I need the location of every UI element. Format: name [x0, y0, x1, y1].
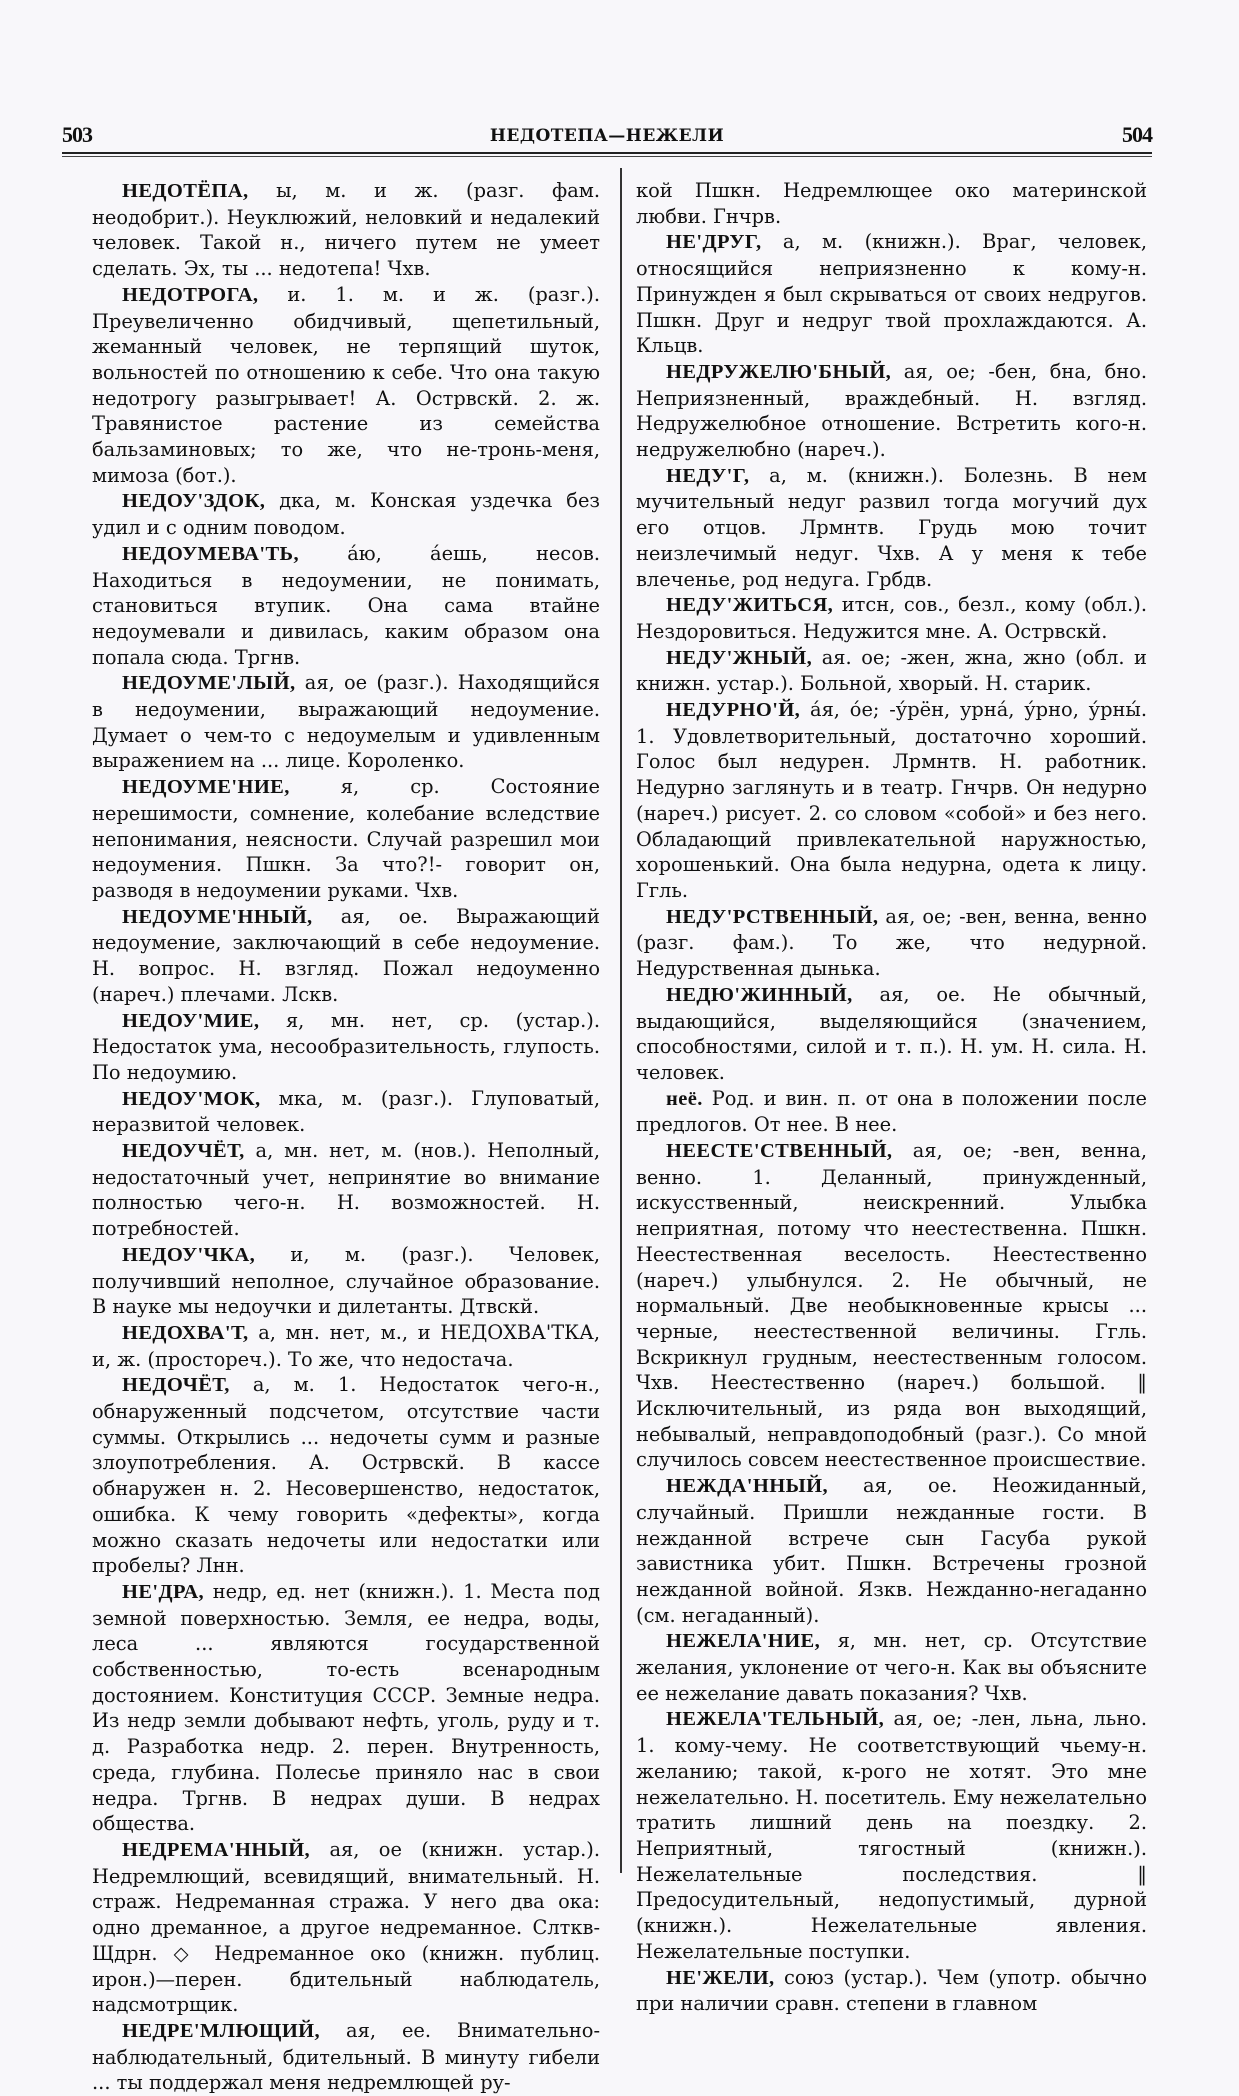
dictionary-entry [92, 1579, 600, 1837]
entry-headword: НЕДЮ'ЖИННЫЙ, [666, 983, 853, 1006]
dictionary-entry [636, 359, 1147, 463]
entry-headword: НЕДОУ'ЗДОК, [122, 490, 266, 513]
dictionary-entry [92, 1138, 600, 1242]
dictionary-entry [636, 229, 1147, 359]
entry-headword: НЕДРЕМА'ННЫЙ, [122, 1839, 311, 1861]
entry-headword: НЕДУРНО'Й, [666, 699, 801, 722]
entry-headword: НЕ'ДРУГ, [666, 231, 762, 254]
entry-headword: НЕДУ'ЖНЫЙ, [666, 646, 813, 669]
entry-headword: НЕДОУМЕВА'ТЬ, [122, 542, 300, 565]
entry-definition: я, ср. Состояние нерешимости, сомнение, колебание вследствие непонимания, неясности. Случай разрешил мои недоумения. Пшкн. За что?!- говорит он, разводя в недоумении руками. Чхв. [92, 775, 600, 902]
dictionary-entry [92, 904, 600, 1008]
entry-definition: и, м. (разг.). Человек, получивший неполное, случайное образование. В науке мы недоучки и дилетанты. Дтвскй. [92, 1242, 600, 1319]
entry-headword: НЕДУ'РСТВЕННЫЙ, [666, 905, 879, 928]
entry-headword: НЕДОХВА'Т, [122, 1321, 249, 1344]
entry-definition: недр, ед. нет (книжн.). 1. Места под земной поверхностью. Земля, ее недра, воды, леса ... являются государственной собственностью, то-есть всенародным достоянием. Конституция СССР. Земные недра. Из недр земли добывают нефть, уголь, руду и т. д. Разработка недр. 2. перен. Внутренность, среда, глубина. Полесье приняло нас в свои недра. Тргнв. В недрах души. В недрах общества. [92, 1579, 600, 1836]
dictionary-entry [92, 541, 600, 671]
entry-headword: НЕДОТРОГА, [122, 283, 259, 306]
dictionary-entry [92, 178, 600, 282]
entry-headword: НЕЖЕЛА'ТЕЛЬНЫЙ, [666, 1708, 885, 1731]
entry-definition: ая, ое (разг.). Находящийся в недоумении, выражающий недоумение. Думает о чем-то с недоумелым и удивленным выражением на ... лице. Короленко. [92, 671, 600, 773]
entry-definition: а, мн. нет, м. (нов.). Неполный, недостаточный учет, непринятие во внимание полностью чего-н. Н. возможностей. Н. потребностей. [92, 1139, 600, 1241]
entry-headword: НЕДОУМЕ'ННЫЙ, [122, 905, 313, 928]
dictionary-entry [636, 1086, 1147, 1138]
entry-definition: а, м. 1. Недостаток чего-н., обнаруженный подсчетом, отсутствие части суммы. Открылись ... недочеты сумм и разные злоупотребления. А. Острвскй. В кассе обнаружен н. 2. Несовершенство, недостаток, ошибка. К чему говорить «дефекты», когда можно сказать недочеты или недостатки или пробелы? Лнн. [92, 1373, 600, 1578]
entry-definition: ая, ое. Неожиданный, случайный. Пришли нежданные гости. В нежданной встрече сын Гасуба рукой завистника убит. Пшкн. Встречены грозной нежданной войной. Язкв. Нежданно-негаданно (см. негаданный). [636, 1474, 1147, 1627]
dictionary-entry [636, 1965, 1147, 2017]
dictionary-entry [636, 645, 1147, 697]
entry-headword: НЕ'ЖЕЛИ, [666, 1966, 775, 1989]
right-column [636, 178, 1147, 2017]
entry-headword: НЕ'ДРА, [122, 1580, 205, 1603]
entry-headword: НЕДРУЖЕЛЮ'БНЫЙ, [666, 360, 892, 383]
entry-definition: ы, м. и ж. (разг. фам. неодобрит.). Неуклюжий, неловкий и недалекий человек. Такой н., ничего путем не умеет сделать. Эх, ты ... недотепа! Чхв. [92, 179, 600, 281]
entry-definition: мка, м. (разг.). Глуповатый, неразвитой человек. [92, 1086, 600, 1137]
entry-definition: я, мн. нет, ср. (устар.). Недостаток ума, несообразительность, глупость. По недоумию. [92, 1008, 600, 1084]
entry-headword: НЕЖДА'ННЫЙ, [666, 1475, 828, 1498]
running-head: НЕДОТЕПА—НЕЖЕЛИ [489, 126, 725, 146]
entry-definition: ая, ое; -вен, венна, венно. 1. Деланный, принужденный, искусственный, неискренний. Улыбка неприятная, потому что неестественна. Пшкн. Неестественная веселость. Неестественно (нареч.) улыбнулся. 2. Не обычный, не нормальный. Две необыкновенные крысы ... черные, неестественной величины. Ггль. Вскрикнул грудным, неестественным голосом. Чхв. Неестественно (нареч.) большой. ‖ Исключительный, из ряда вон выходящий, небывалый, неправдоподобный (разг.). Со мной случилось совсем неестественное происшествие. [636, 1139, 1147, 1472]
entry-headword: неё. [666, 1087, 703, 1110]
entry-headword: НЕДОТЁПА, [122, 180, 249, 202]
page-number-right: 504 [1122, 122, 1152, 147]
dictionary-entry [92, 670, 600, 774]
entry-definition: ая, ое; -лен, льна, льно. 1. кому-чему. Не соответствующий чьему-н. желанию; такой, к-рого не хотят. Это мне нежелательно. Н. посетитель. Ему нежелательно тратить лишний день на поездку. 2. Неприятный, тягостный (книжн.). Нежелательные последствия. ‖ Предосудительный, недопустимый, дурной (книжн.). Нежелательные явления. Нежелательные поступки. [636, 1707, 1147, 1963]
page-number-left: 503 [62, 122, 92, 147]
entry-definition: а, мн. нет, м., и НЕДОХВА'ТКА, и, ж. (простореч.). То же, что недостача. [92, 1320, 600, 1371]
dictionary-entry [92, 282, 600, 489]
dictionary-entry [636, 904, 1147, 982]
entry-headword: НЕДРЕ'МЛЮЩИЙ, [122, 2019, 321, 2042]
dictionary-entry [92, 488, 600, 540]
entry-definition: ая, ое. Выражающий недоумение, заключающий в себе недоумение. Н. вопрос. Н. взгляд. Пожал недоуменно (нареч.) плечами. Лскв. [92, 904, 600, 1006]
dictionary-entry [636, 1473, 1147, 1628]
entry-definition: Род. и вин. п. от она в положении после предлогов. От нее. В нее. [636, 1086, 1147, 1137]
entry-headword: НЕДОУМЕ'НИЕ, [122, 776, 290, 799]
entry-headword: НЕДОУ'МОК, [122, 1087, 261, 1110]
entry-headword: НЕДОЧЁТ, [122, 1374, 230, 1397]
entry-definition: итсн, сов., безл., кому (обл.). Нездоровиться. Недужится мне. А. Острвскй. [636, 593, 1147, 643]
entry-headword: НЕДОУМЕ'ЛЫЙ, [122, 672, 296, 695]
dictionary-entry [92, 774, 600, 904]
dictionary-entry [92, 1008, 600, 1086]
entry-definition: а́я, о́е; -у́рён, урна́, у́рно, у́рны́. 1. Удовлетворительный, достаточно хороший. Голос был недурен. Лрмнтв. Н. работник. Недурно заглянуть и в театр. Гнчрв. Он недурно (нареч.) рисует. 2. со словом «собой» и без него. Обладающий привлекательной наружностью, хорошенький. Она была недурна, одета к лицу. Ггль. [636, 698, 1147, 902]
entry-headword: НЕДОУ'МИЕ, [122, 1009, 260, 1032]
dictionary-entry [636, 982, 1147, 1086]
entry-definition: я, мн. нет, ср. Отсутствие желания, уклонение от чего-н. Как вы объясните ее нежелание давать показания? Чхв. [636, 1629, 1147, 1705]
entry-definition: ая. ое; -жен, жна, жно (обл. и книжн. устар.). Больной, хворый. Н. старик. [636, 645, 1147, 696]
header-rule [62, 152, 1152, 154]
dictionary-entry [92, 1372, 600, 1579]
dictionary-entry [636, 1138, 1147, 1473]
entry-definition: а́ю, а́ешь, несов. Находиться в недоумении, не понимать, становиться втупик. Она сама втайне недоумевали и дивилась, каким образом она попала сюда. Тргнв. [92, 541, 600, 669]
entry-definition: кой Пшкн. Недремлющее око материнской любви. Гнчрв. [636, 179, 1147, 228]
header-rule-thin [62, 156, 1152, 157]
column-divider [620, 168, 622, 1873]
entry-definition: ая, ое (книжн. устар.). Недремлющий, всевидящий, внимательный. Н. страж. Недреманная стража. У него два ока: одно дреманное, а другое недреманное. Слткв-Щдрн. ◇ Недреманное око (книжн. публиц. ирон.)—перен. бдительный наблюдатель, надсмотрщик. [92, 1838, 600, 2017]
entry-definition: и. 1. м. и ж. (разг.). Преувеличенно обидчивый, щепетильный, жеманный человек, не терпящий шуток, вольностей по отношению к себе. Что она такую недотрогу разыгрывает! А. Острвскй. 2. ж. Травянистое растение из семейства бальзаминовых; то же, что не-тронь-меня, мимоза (бот.). [92, 282, 600, 487]
dictionary-entry [92, 1242, 600, 1320]
dictionary-entry [636, 1628, 1147, 1706]
left-column [92, 178, 600, 2096]
entry-headword: НЕДУ'ЖИТЬСЯ, [666, 594, 834, 617]
entry-headword: НЕДОУЧЁТ, [122, 1140, 245, 1163]
entry-headword: НЕЕСТЕ'СТВЕННЫЙ, [666, 1140, 893, 1163]
dictionary-entry [636, 178, 1147, 229]
entry-definition: ая, ое; -бен, бна, бно. Неприязненный, враждебный. Н. взгляд. Недружелюбное отношение. Встретить кого-н. недружелюбно (нареч.). [636, 359, 1148, 462]
entry-definition: а, м. (книжн.). Болезнь. В нем мучительный недуг развил тогда могучий дух его отцов. Лрмнтв. Грудь мою точит неизлечимый недуг. Чхв. А у меня к тебе влеченье, род недуга. Грбдв. [636, 463, 1147, 591]
dictionary-entry [92, 1837, 600, 2018]
dictionary-entry [92, 1320, 600, 1372]
entry-headword: НЕДОУ'ЧКА, [122, 1243, 256, 1266]
dictionary-entry [636, 697, 1147, 904]
dictionary-entry [636, 463, 1147, 593]
entry-definition: а, м. (книжн.). Враг, человек, относящийся неприязненно к кому-н. Принужден я был скрываться от своих недругов. Пшкн. Друг и недруг твой прохлаждаются. А. Кльцв. [636, 230, 1147, 358]
entry-headword: НЕЖЕЛА'НИЕ, [666, 1630, 821, 1653]
dictionary-entry [92, 2018, 600, 2096]
page-header [62, 122, 1152, 152]
dictionary-entry [636, 592, 1147, 644]
dictionary-entry [636, 1706, 1147, 1964]
dictionary-entry [92, 1086, 600, 1138]
entry-definition: ая, ое; -вен, венна, венно (разг. фам.). То же, что недурной. Недурственная дынька. [636, 904, 1147, 981]
entry-definition: ая, ое. Не обычный, выдающийся, выделяющийся (значением, способностями, силой и т. п.). Н. ум. Н. сила. Н. человек. [636, 982, 1147, 1084]
entry-definition: дка, м. Конская уздечка без удил и с одним поводом. [92, 489, 601, 540]
entry-definition: ая, ее. Внимательно-наблюдательный, бдительный. В минуту гибели ... ты поддержал меня недремлющей ру- [92, 2018, 600, 2095]
entry-definition: союз (устар.). Чем (употр. обычно при наличии сравн. степени в главном [636, 1965, 1147, 2016]
entry-headword: НЕДУ'Г, [666, 464, 750, 487]
